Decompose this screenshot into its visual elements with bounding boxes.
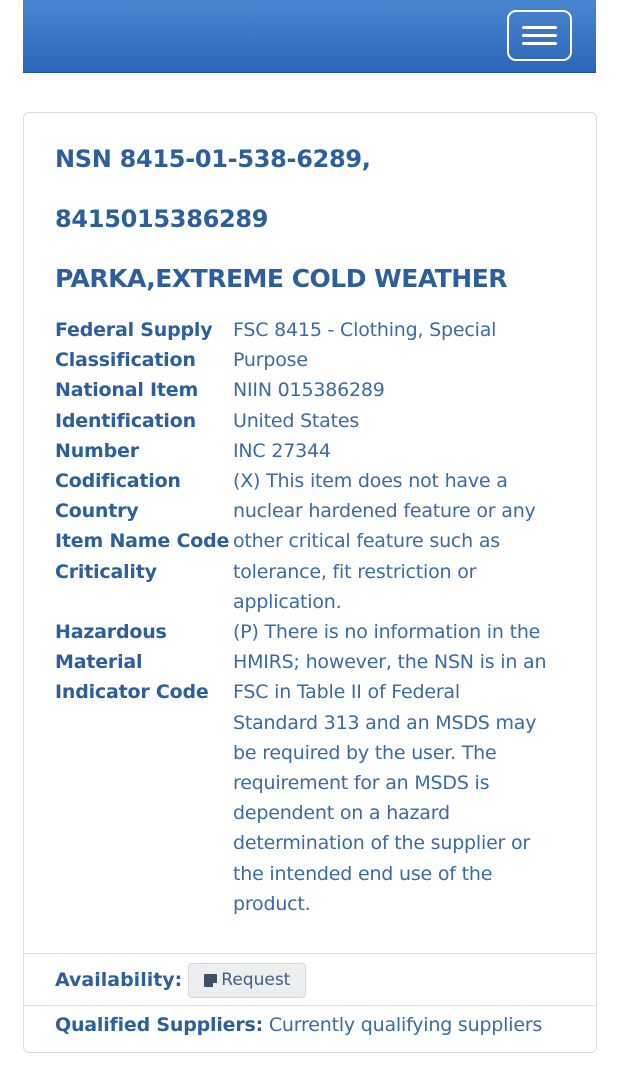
hmic-value-line: (P) There is no information in the [233,621,541,644]
availability-label: Availability: [55,969,183,991]
inc-value: INC 27344 [233,439,331,462]
qualified-suppliers-value: Currently qualifying suppliers [268,1014,543,1036]
inc-label: Item Name Code [55,530,230,553]
availability-row [55,962,306,998]
hmic-value-line: determination of the supplier or [233,832,531,855]
divider [24,1005,596,1006]
criticality-value-line: (X) This item does not have a [233,470,508,493]
criticality-label: Criticality [55,560,157,583]
criticality-value-line: other critical feature such as [233,530,500,553]
edit-note-icon [204,974,217,987]
hmic-value-line: be required by the user. The [233,741,497,764]
criticality-value-line: tolerance, fit restriction or [233,560,477,583]
hmic-label-cont2: Indicator Code [55,681,209,704]
request-button[interactable] [188,963,306,998]
hmic-value-line: FSC in Table II of Federal [233,681,460,704]
niin-value: NIIN 015386289 [233,379,385,402]
hmic-value-line: requirement for an MSDS is [233,772,490,795]
fsc-label: Federal Supply [55,319,213,341]
fsc-label-cont: Classification [55,349,196,372]
qualified-suppliers-label: Qualified Suppliers: [55,1014,264,1036]
hmic-value-line: Standard 313 and an MSDS may [233,711,537,734]
hmic-value-line: dependent on a hazard [233,802,450,825]
request-button-label: Request [221,970,291,990]
nsn-number: 8415015386289 [55,205,269,233]
hmic-value-line: product. [233,892,311,915]
divider [24,953,596,954]
nsn-title: NSN 8415-01-538-6289, [55,145,371,173]
hmic-value-line: HMIRS; however, the NSN is in an [233,651,547,674]
hmic-value-line: the intended end use of the [233,862,493,885]
niin-label: National Item [55,379,199,402]
item-name: PARKA,EXTREME COLD WEATHER [55,264,508,293]
qualified-suppliers-row [55,1014,542,1036]
fsc-value-cont: Purpose [233,349,308,372]
country-label: Codification [55,470,181,493]
country-label-cont: Country [55,500,139,523]
hamburger-menu-icon[interactable] [507,10,572,61]
hmic-label: Hazardous [55,621,167,644]
country-value: United States [233,409,360,432]
niin-label-cont2: Number [55,439,139,462]
top-navbar [23,0,596,73]
detail-values [233,315,568,919]
detail-labels [55,315,233,708]
niin-label-cont: Identification [55,409,196,432]
fsc-value: FSC 8415 - Clothing, Special [233,319,497,341]
criticality-value-line: nuclear hardened feature or any [233,500,536,523]
criticality-value-line: application. [233,590,342,613]
hmic-label-cont: Material [55,651,143,674]
